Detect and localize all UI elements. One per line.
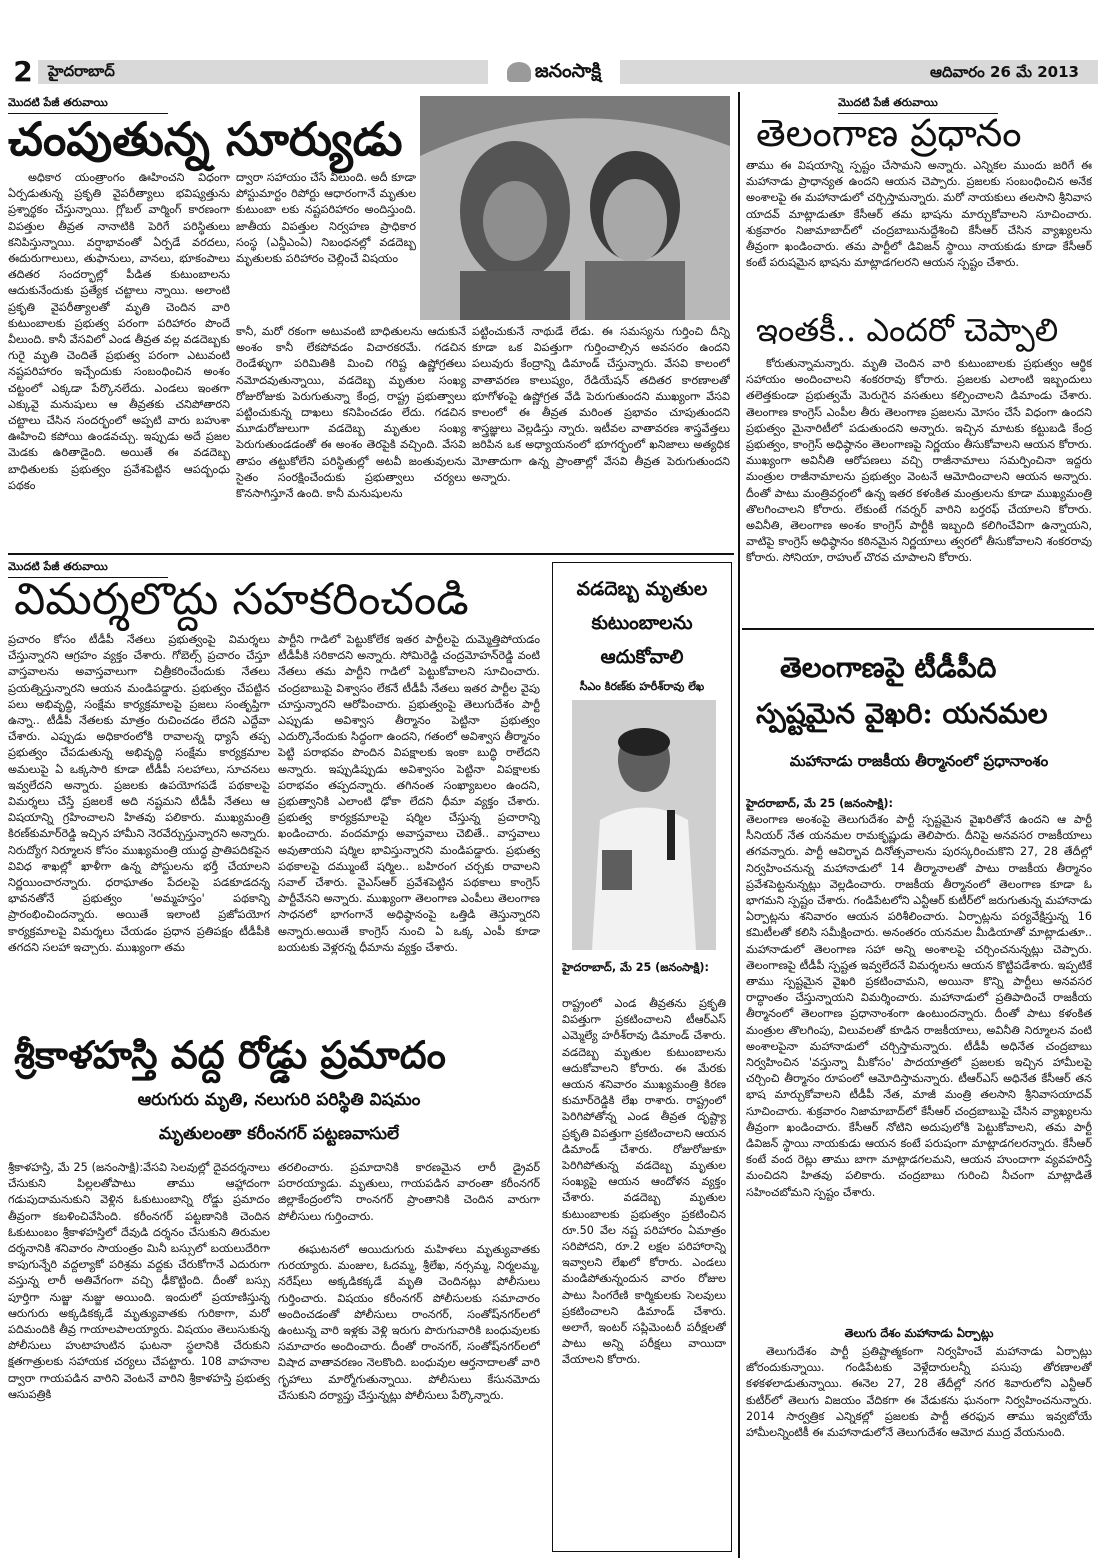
story1-col2: కానీ, మరో రకంగా అటువంటి బాధితులను ఆదుకునే అంశం కానీ లేకపోవడం విచారకరమే. గడచిన రెండేళ్ళుగా పరిమితికి మించి గరిష్ట ఉష్ణోగ్రతలు నమోదవుతున్నాయి, వడదెబ్బ మృతుల సంఖ్య రోజురోజుకు పెరుగుతున్నా కేంద్ర, రాష్ట్ర ప్రభుత్వాలు పట్టించుకున్న దాఖలు కనిపించడం లేదు. గడచిన మూడురోజులుగా వడదెబ్బ మృతుల సంఖ్య పెరుగుతుండడంతో ఈ అంశం తెరపైకి వచ్చింది. వేసవి తాపం తట్టుకోలేని పరిస్థితుల్లో అటవీ జంతువులను సైతం సంరక్షించేందుకు ప్రభుత్వాలు చర్యలు కొనసాగిస్తూనే ఉంది. కానీ మనుషులను: [236, 325, 466, 501]
story4-col1: ప్రచారం కోసం టీడీపీ నేతలు ప్రభుత్వంపై విమర్శలు చేస్తున్నారని ఆగ్రహం వ్యక్తం చేశారు. గోబెల్స్ ప్రచారం చేస్తూ వాస్తవాలను అవాస్తవాలుగా చిత్రీకరించేందుకు నేతలు ప్రయత్నిస్తున్నారని ఆయన మండిపడ్డారు. ప్రభుత్వం చేపట్టిన పలు అభివృద్ధి, సంక్షేమ కార్యక్రమాలపై ప్రజలు సంతృప్తిగా ఉన్నా.. టీడీపీ నేతలకు మాత్రం రుచించడం లేదని ఎద్దేవా చేశారు. ఎప్పుడు అధికారంలోకి రావాలన్న ధ్యాసే తప్ప ప్రభుత్వం చేపడుతున్న అభివృద్ధి సంక్షేమ కార్యక్రమాల అమలుపై ఏ ఒక్కసారి కూడా టీడీపీ సలహాలు, సూచనలు ఇవ్వలేదని అన్నారు. ప్రజలకు ఉపయోగపడే పథకాలపై విమర్శలు చేస్తే ప్రజలకే అది నష్టమని టీడీపీ నేతలు ఆ విషయాన్ని గ్రహించాలని హితవు పలికారు. ముఖ్యమంత్రి కిరణ్‌కుమార్‌రెడ్డి ఇచ్చిన హామీని నెరవేర్చుస్తున్నారని అన్నారు. నిరుద్యోగ నిర్మూలన కోసం ముఖ్యమంత్రి యుద్ధ ప్రాతిపదికపైన వివిధ శాఖల్లో ఖాళీగా ఉన్న పోస్టులను భర్తీ చేయాలని నిర్ణయించారన్నారు. ధరాఘాతం పేదలపై పడకూడదన్న భావనతోనే ప్రభుత్వం 'అమ్మహస్తం' పథకాన్ని ప్రారంభించిందన్నారు. అయితే ఇలాంటి ప్రజోపయోగ కార్యక్రమాలపై విమర్శలు చేయడం ప్రధాన ప్రతిపక్షం టీడీపీకి తగదని సలహా ఇచ్చారు. ముఖ్యంగా తమ: [8, 633, 270, 954]
page-number: 2: [13, 55, 33, 88]
story1-photo: [420, 96, 730, 320]
header-date: ఆదివారం 26 మే 2013: [930, 63, 1079, 81]
story5-subhead2: మృతులంతా కరీంనగర్ పట్టణవాసులే: [158, 1124, 400, 1144]
harish-rao-photo: [572, 700, 716, 950]
story2-headline: తెలంగాణ ప్రధానం: [756, 111, 1022, 155]
story2-body: తాము ఈ విషయాన్ని స్పష్టం చేసామని అన్నారు. ఎన్నికల ముందు జరిగే ఈ మహానాడు ప్రాధాన్యత ఉందని ఆయన చెప్పారు. ప్రజలకు సంబంధించిన అనేక అంశాలపై ఈ మహానాడులో చర్చిస్తామన్నారు. మరో నాయకులు తలసాని శ్రీనివాస యాదవ్ మాట్లాడుతూ కేసీఆర్ తమ భాషను మార్చుకోవాలని సూచించారు. శుక్రవారం నిజామాబాద్‌లో చంద్రబాబునుద్దేశించి కేసీఆర్ చేసిన వ్యాఖ్యలను తీవ్రంగా ఖండించారు. తమ పార్టీలో డివిజన్ స్థాయి నాయకుడు కూడా కేసీఆర్ కంటే పరుషమైన భాషను మాట్లాడగలరని ఆయన స్పష్టం చేశారు.: [746, 159, 1092, 270]
story3-headline: ఇంతకీ.. ఎందరో చెప్పాలి: [756, 311, 1059, 349]
story4-headline: విమర్శలొద్దు సహకరించండి: [14, 574, 469, 625]
story5-col2b: ఈఘటనలో అయిదుగురు మహిళలు మృత్యువాతకు గురయ్యారు. మంజుల, ఓదమ్మ, శ్రీలేఖ, నర్సమ్మ, నిర్మలమ్మ, నరేష్‌లు అక్కడికక్కడే మృతి చెందినట్లు పోలీసులు గుర్తించారు. విషయం కరీంనగర్ పోలీసులకు సమాచారం అందించడంతో పోలీసులు రాంనగర్, సంతోష్‌నగర్‌లలో ఉంటున్న వారి ఇళ్లకు వెళ్లి ఇరుగు పొరుగువారికి బంధువులకు సమాచారం అందించారు. దీంతో రాంనగర్, సంతోష్‌నగర్‌లలో విషాద వాతావరణం నెలకొంది. బంధువుల ఆర్తనాదాలతో వారి గృహాలు మార్మోగుతున్నాయి. పోలీసులు కేసునమోదు చేసుకుని దర్యాప్తు చేస్తున్నట్లు పోలీసులు పేర్కొన్నారు.: [278, 1243, 540, 1402]
story1-col2-top: ద్వారా సహాయం చేసే వీలుంది. అదీ కూడా పోస్టుమార్టం రిపోర్టు ఆధారంగానే మృతుల కుటుంబా లకు నష్టపరిహారం అందిస్తుంది. జాతీయ విపత్తుల నిర్వహణ ప్రాధికార సంస్థ (ఎన్డీఎంఏ) నిబంధనల్లో వడదెబ్బ మృతులకు పరిహారం చెల్లించే విషయం: [236, 171, 416, 266]
paper-logo: [492, 54, 616, 88]
story1-col1: అధికార యంత్రాంగం ఊహించని విధంగా ఏర్పడుతున్న ప్రకృతి వైపరీత్యాలు భవిష్యత్తును ప్రశ్నార్థకం చేస్తున్నాయి. గ్లోబల్ వార్మింగ్ కారణంగా విపత్తుల తీవ్రత నానాటికి పెరిగే పరిస్థితులు కనిపిస్తున్నాయి. వర్షాభావంతో ఏర్పడే వరదలు, ఈదురుగాలులు, తుఫానులు, వానలు, భూకంపాలు తదితర సందర్భాల్లో పీడిత కుటుంబాలను ఆదుకునేందుకు ప్రత్యేక చట్టాలు న్నాయి. అలాంటి ప్రకృతి వైపరీత్యాలతో మృతి చెందిన వారి కుటుంబాలకు ప్రభుత్వ పరంగా పరిహారం పొందే వీలుంది. కానీ వేసవిలో ఎండ తీవ్రత వల్ల వడదెబ్బకు గురై మృతి చెందితే ప్రభుత్వ పరంగా ఎటువంటి నష్టపరిహారం ఇచ్చేందుకు సంబంధించిన అంశం చట్టంలో ఎక్కడా పేర్కొనలేదు. ఎండలు ఇంతగా ఎక్కువై మనుషులు ఆ తీవ్రతకు చనిపోతారని చట్టాలు చేసిన సందర్భంలో అప్పటి వారు బహుశా ఊహించి కపోయి ఉండవచ్చు. ఇప్పుడు అదే ప్రజల మెడకు ఉరితాడైంది. అయితే ఈ వడదెబ్బ బాధితులకు ప్రభుత్వం ప్రవేశపెట్టిన ఆపద్బంధు పథకం: [8, 171, 230, 492]
box-photo: [572, 700, 716, 950]
column-divider: [738, 92, 740, 1558]
box-headline-line2: కుటుంబాలను: [591, 612, 693, 634]
story1-col3: పట్టించుకునే నాథుడే లేడు. ఈ సమస్యను గుర్తించి దీన్ని కూడా ఒక విపత్తుగా గుర్తించాల్సిన అవసరం ఉందని పలువురు కేంద్రాన్ని డిమాండ్ చేస్తున్నారు. వేసవి కాలంలో వాతావరణ కాలుష్యం, రేడియేషన్ తదితర కారణాలతో భూగోళంపై ఉష్ణోగ్రత వేడి పెరుగుతుందని ముఖ్యంగా వేసవి కాలంలో ఈ తీవ్రత మరింత ప్రభావం చూపుతుందని శాస్త్రజ్ఞులు వెల్లడిస్తు న్నారు. ఇటీవల వాతావరణ శాస్త్రవేత్తలు జరిపిన ఒక అధ్యాయనంలో భూగర్భంలో ఖనిజాలు అత్యధిక మోతాదుగా ఉన్న ప్రాంతాల్లో వేసవి తీవ్రత పెరుగుతుందని అన్నారు.: [472, 325, 730, 484]
story3-body: కోరుతున్నామన్నారు. మృతి చెందిన వారి కుటుంబాలకు ప్రభుత్వం ఆర్థిక సహాయం అందించాలని శంకరరావు కోరారు. ప్రజలకు ఎలాంటి ఇబ్బందులు తలెత్తకుండా ప్రభుత్వమే మెరుగైన వసతులు కల్పించాలని డిమాండు చేశారు. తెలంగాణ కాంగ్రెస్ ఎంపీల తీరు తెలంగాణ ప్రజలను మోసం చేసే విధంగా ఉందని ప్రభుత్వం మైనారిటీలో పడుతుందని అన్నారు. ఇచ్చిన మాటకు కట్టుబడి కేంద్ర ప్రభుత్వం, కాంగ్రెస్ అధిష్ఠానం తెలంగాణపై నిర్ణయం తీసుకోవాలని ఆయన కోరారు. ముఖ్యంగా అవినీతి ఆరోపణలు వచ్చి రాజీనామాలు సమర్పించినా ఇద్దరు మంత్రుల రాజీనామాలను ప్రభుత్వం వెంటనే ఆమోదించాలని ఆయన అన్నారు. దీంతో పాటు మంత్రివర్గంలో ఉన్న ఇతర కళంకిత మంత్రులను కూడా ముఖ్యమంత్రి తొలగించాలని కోరారు. లేకుంటే గవర్నర్ వారిని బర్తరఫ్ చేయాలని కోరారు. అవినీతి, తెలంగాణ అంశం కాంగ్రెస్ పార్టీకి ఇబ్బంది కలిగించేవిగా ఉన్నాయని, వాటిపై కాంగ్రెస్ అధిష్ఠానం కఠినమైన నిర్ణయాలు త్వరలో తీసుకోవాలని శంకరరావు కోరారు. సోనియా, రాహుల్ చొరవ చూపాలని కోరారు.: [746, 357, 1092, 565]
story5-col1: శ్రీకాళహస్తి, మే 25 (జనంసాక్షి):వేసవి సెలవుల్లో దైవదర్శనాలు చేసుకుని పిల్లలతోపాటు తాము ఆహ్లాదంగా గడుపుదామనుకుని వెళ్లిన ఓకుటుంబాన్ని రోడ్డు ప్రమాదం తీవ్రంగా కబళించివేసింది. కరీంనగర్ పట్టణానికి చెందిన ఓకుటుంబం శ్రీకాళహస్తిలో దేవుడి దర్శనం చేసుకుని తిరుమల దర్శనానికి శనివారం సాయంత్రం మినీ బస్సులో బయలుదేరిగా కాపుగున్నేరి వద్దల్యాకో పరిశ్రమ వద్దకు చేరుకోగానే ఎదురుగా వస్తున్న లారీ అతివేగంగా వచ్చి ఢీకొట్టింది. దీంతో బస్సు పూర్తిగా నుజ్జు నుజ్జు అయింది. ఇందులో ప్రయాణిస్తున్న ఆరుగురు అక్కడికక్కడే మృత్యువాతకు గురికాగా, మరో పదిమందికి తీవ్ర గాయాలపాలయ్యారు. విషయం తెలుసుకున్న పోలీసులు హుటాహుటిన ఘటనా స్థలానికి చేరుకుని క్షతగాత్రులకు సహాయక చర్యలు చేపట్టారు. 108 వాహనాల ద్వారా గాయపడిన వారిని వెంటనే వారిని శ్రీకాళహస్తి ప్రభుత్వ ఆసుపత్రికి: [8, 1161, 270, 1401]
story4-kicker: మొదటి పేజీ తరువాయి: [8, 560, 168, 578]
story5-subhead1: ఆరుగురు మృతి, నలుగురి పరిస్థితి విషమం: [137, 1090, 421, 1110]
paper-name: జనంసాక్షి: [534, 60, 602, 82]
box-headline-line1: వడదెబ్బ మృతుల: [576, 578, 708, 600]
story6-subhead2: తెలుగు దేశం మహానాడు ఏర్పాట్లు: [844, 1326, 994, 1340]
box-headline-line3: ఆదుకోవాలి: [600, 646, 684, 668]
story4-col2: పార్టీని గాడిలో పెట్టుకోలేక ఇతర పార్టీలపై దుమ్మెత్తిపోయడం టీడీపీకి సరికాదని అన్నారు. సోమిరెడ్డి చంద్రమోహన్‌రెడ్డి వంటి నేతలు తమ పార్టీని గాడిలో పెట్టుకోవాలని సూచించారు. చంద్రబాబుపై విశ్వాసం లేకనే టీడీపీ నేతలు ఇతర పార్టీల వైపు చూస్తున్నారని ఆరోపించారు. ప్రభుత్వంపై తెలుగుదేశం పార్టీ ఎప్పుడు అవిశ్వాస తీర్మానం పెట్టినా ప్రభుత్వం ఎదుర్కొనేందుకు సిద్ధంగా ఉందని, గతంలో అవిశ్వాస తీర్మానం పెట్టి పరాభవం పొందిన విపక్షాలకు ఇంకా బుద్ధి రాలేదని అన్నారు. ఇప్పుడిప్పుడు అవిశ్వాసం పెట్టినా విపక్షాలకు పరాభవం తప్పదన్నారు. తగినంత సంఖ్యాబలం ఉందని, ప్రభుత్వానికి ఎలాంటి ఢోకా లేదని ధీమా వ్యక్తం చేశారు. ప్రభుత్వ కార్యక్రమాలపై షర్మిల చేస్తున్న ప్రచారాన్ని ఖండించారు. వందమార్లు అవాస్తవాలు చెబితే.. వాస్తవాలు అవుతాయని షర్మిల భావిస్తున్నారని మండిపడ్డారు. ప్రభుత్వ పథకాలపై దమ్ముంటే షర్మిల.. బహిరంగ చర్చకు రావాలని సవాల్ చేశారు. వైఎస్ఆర్ ప్రవేశపెట్టిన పథకాలు కాంగ్రెస్ పార్టీవేనని అన్నారు. ముఖ్యంగా తెలంగాణ ఎంపీలు తెలంగాణ సాధనలో భాగంగానే అధిష్ఠానంపై ఒత్తిడి తెస్తున్నారని అన్నారు.అయితే కాంగ్రెస్ నుంచి ఏ ఒక్క ఎంపీ కూడా బయటకు వెళ్లరన్న ధీమాను వ్యక్తం చేశారు.: [278, 633, 540, 954]
box-body: రాష్ట్రంలో ఎండ తీవ్రతను ప్రకృతి విపత్తుగా ప్రకటించాలని టీఆర్ఎస్ ఎమ్మెల్యే హరీశ్‌రావు డిమాండ్ చేశారు. వడదెబ్బ మృతుల కుటుంబాలను ఆదుకోవాలని కోరారు. ఈ మేరకు ఆయన శనివారం ముఖ్యమంత్రి కిరణ కుమార్‌రెడ్డికి లేఖ రాశారు. రాష్ట్రంలో పెరిగిపోతోన్న ఎండ తీవ్రత దృష్ట్యా ప్రకృతి విపత్తుగా ప్రకటించాలని ఆయన డిమాండ్ చేశారు. రోజురోజుకూ పెరిగిపోతున్న వడదెబ్బ మృతుల సంఖ్యపై ఆయన ఆందోళన వ్యక్తం చేశారు. వడదెబ్బ మృతుల కుటుంబాలకు ప్రభుత్వం ప్రకటించిన రూ.50 వేల నష్ట పరిహారం ఏమాత్రం సరిపోదని, రూ.2 లక్షల పరిహారాన్ని ఇవ్వాలని లేఖలో కోరారు. ఎండలు మండిపోతున్నందున వారం రోజుల పాటు సింగరేణి కార్మికులకు సెలవులు ప్రకటించాలని డిమాండ్ చేశారు. అలాగే, ఇంటర్ సప్లిమెంటరీ పరీక్షలతో పాటు అన్ని పరీక్షలు వాయిదా వేయాలని కోరారు.: [562, 997, 726, 1367]
story6-body: తెలంగాణ అంశంపై తెలుగుదేశం పార్టీ స్పష్టమైన వైఖరితోనే ఉందని ఆ పార్టీ సీనియర్ నేత యనమల రామకృష్ణుడు తెలిపారు. దీనిపై అనవసర రాజకీయాలు తగవన్నారు. పార్టీ ఆవిర్భావ దినోత్సవాలను పురస్కరించుకొని 27, 28 తేదీల్లో నిర్వహించనున్న మహానాడులో 14 తీర్మానాలతో పాటు రాజకీయ తీర్మానం ప్రవేశపెట్టనున్నట్లు వెల్లడించారు. రాజకీయ తీర్మానంలో తెలంగాణ కూడా ఓ భాగమని స్పష్టం చేశారు. గండిపేటలోని ఎన్టీఆర్ కుటీర్‌లో జరుగుతున్న మహానాడు ఏర్పాట్లను శనివారం ఆయన పరిశీలించారు. ఏర్పాట్లను పర్యవేక్షిస్తున్న 16 కమిటీలతో కలిసి సమీక్షించారు. అనంతరం యనమల మీడియాతో మాట్లాడుతూ.. మహానాడులో తెలంగాణ సహా అన్ని అంశాలపై చర్చించనున్నట్లు చెప్పారు. తెలంగాణపై టీడీపీ స్పష్టత ఇవ్వలేదనే విమర్శలను ఆయన కొట్టిపడేశారు. ఇప్పటికే తాము స్పష్టమైన వైఖరి ప్రకటించామని, అయినా కొన్ని పార్టీలు అనవసర రాద్ధాంతం చేస్తున్నాయని విమర్శించారు. మహానాడులో ప్రతిపాదించే రాజకీయ తీర్మానంలో తెలంగాణ ప్రధానాంశంగా ఉంటుందన్నారు. దీంతో పాటు కళంకిత మంత్రుల తొలగింపు, విలువలతో కూడిన రాజకీయాలు, అవినీతి నిర్మూలన వంటి అంశాలపైనా మహానాడులో చర్చిస్తామన్నారు. టీడీపీ అధినేత చంద్రబాబు నిర్వహించిన 'వస్తున్నా మీకోసం' పాదయాత్రలో ప్రజలకు ఇచ్చిన హామీలపై చర్చించి తీర్మానం రూపంలో ఆమోదిస్తామన్నారు. టీఆర్ఎస్ అధినేత కేసీఆర్ తన భాష మార్చుకోవాలని టీడీపీ నేత, మాజీ మంత్రి తలసాని శ్రీనివాసయాదవ్ సూచించారు. శుక్రవారం నిజామాబాద్‌లో కేసీఆర్ చంద్రబాబుపై చేసిన వ్యాఖ్యలను తీవ్రంగా ఖండించారు. కేసీఆర్ నోటిని అదుపులోకి పెట్టుకోవాలని, తమ పార్టీ డివిజన్ స్థాయి నాయకుడు ఆయన కంటే పరుషంగా మాట్లాడగలరన్నారు. కేసీఆర్ కంటే వంద రెట్లు తాము బాగా మాట్లాడగలమని, ఆయన హుందాగా వ్యవహరిస్తే మంచిదని హితవు పలికారు. చంద్రబాబు గురించి నీచంగా మాట్లాడితే సహించబోమని స్పష్టం చేశారు.: [746, 813, 1092, 1199]
story6-dateline: హైదరాబాద్, మే 25 (జనంసాక్షి):: [746, 797, 893, 810]
box-dateline: హైదరాబాద్, మే 25 (జనంసాక్షి):: [562, 961, 709, 974]
header-city: హైదరాబాద్: [48, 62, 115, 80]
story1-kicker: మొదటి పేజీ తరువాయి: [8, 96, 168, 114]
story6-body2: తెలుగుదేశం పార్టీ ప్రతిష్టాత్మకంగా నిర్వహించే మహానాడు ఏర్పాట్లు జోరందుకున్నాయి. గండిపేటకు వెళ్లేదారులన్నీ పసుపు తోరణాలతో కళకళలాడుతున్నాయి. ఈనెల 27, 28 తేదీల్లో నగర శివారులోని ఎన్టీఆర్ కుటీర్‌లో తెలుగు విజయం వేదికగా ఈ వేడుకను ఘనంగా నిర్వహించనున్నారు. 2014 సార్వత్రిక ఎన్నికల్లో ప్రజలకు పార్టీ తరఫున తాము ఇవ్వబోయే హామీలన్నింటికీ ఈ మహానాడులోనే తెలుగుదేశం ఆమోద ముద్ర వేయనుంది.: [746, 1345, 1092, 1440]
section-divider: [8, 553, 734, 555]
story2-kicker: మొదటి పేజీ తరువాయి: [838, 96, 998, 114]
story5-col2a: తరలించారు. ప్రమాదానికి కారణమైన లారీ డ్రైవర్ పరారయ్యాడు. మృతులు, గాయపడిన వారంతా కరీంనగర్ జిల్లాకేంద్రంలోని రాంనగర్ ప్రాంతానికి చెందిన వారుగా పోలీసులు గుర్తించారు.: [278, 1161, 540, 1223]
story6-headline-line2: స్పష్టమైన వైఖరి: యనమల: [756, 697, 1048, 730]
story3-divider: [742, 628, 1094, 630]
story1-headline: చంపుతున్న సూర్యుడు: [8, 112, 403, 166]
story6-subhead: మహానాడు రాజకీయ తీర్మానంలో ప్రధానాంశం: [789, 752, 1049, 770]
women-umbrella-photo: [420, 96, 730, 320]
story5-headline: శ్రీకాళహస్తి వద్ద రోడ్డు ప్రమాదం: [14, 1032, 446, 1077]
logo-emblem-icon: [507, 62, 531, 82]
box-subhead: సీఎం కిరణ్‌కు హరీశ్‌రావు లేఖ: [579, 680, 705, 693]
story6-headline-line1: తెలంగాణపై టీడీపీది: [780, 651, 997, 684]
